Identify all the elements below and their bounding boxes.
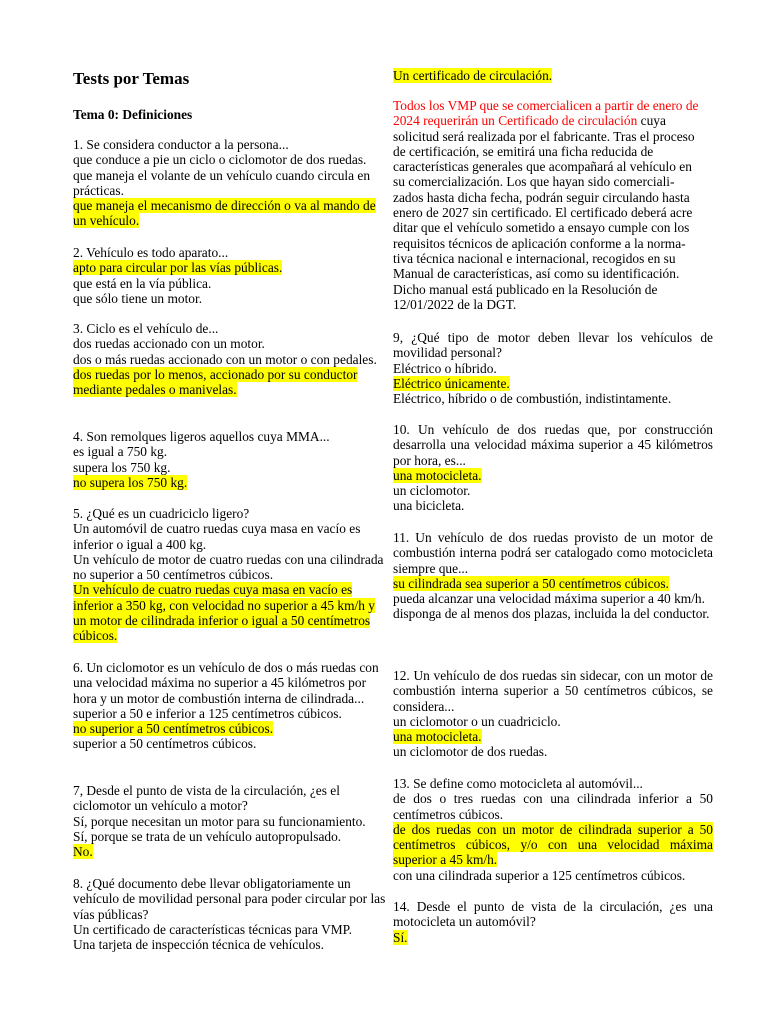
option-a: un ciclomotor o un cuadriciclo.	[393, 713, 561, 729]
option-b-correct: no superior a 50 centímetros cúbicos.	[73, 721, 274, 737]
note-line: requisitos técnicos de aplicación conforme a la norma-	[393, 235, 686, 251]
note-line: Manual de características, así como su identificación.	[393, 266, 680, 282]
option-c-correct: Un vehículo de cuatro ruedas cuya masa en vacío es inferior a 350 kg, con velocidad no superior a 45 km/h y un motor de cilindrada inferior o igual a 50 centímetros cúbicos.	[73, 582, 375, 644]
option-b: pueda alcanzar una velocidad máxima superior a 40 km/h.	[393, 591, 705, 607]
note-line: de certificación, se emitirá una ficha reducida de	[393, 143, 654, 159]
option-c-correct: Un certificado de circulación.	[393, 68, 553, 83]
question-text: 4. Son remolques ligeros aquellos cuya MMA...	[73, 429, 330, 444]
option-b: Una tarjeta de inspección técnica de vehículos.	[73, 937, 324, 953]
note-line: su comercialización. Los que hayan sido comerciali-	[393, 174, 675, 190]
question-4	[73, 429, 389, 490]
option-b: que está en la vía pública.	[73, 275, 212, 291]
option-a-correct: una motocicleta.	[393, 467, 482, 483]
option-c-correct: No.	[73, 844, 93, 860]
question-text: 13. Se define como motocicleta al automóvil...	[393, 776, 643, 791]
note-line: 12/01/2022 de la DGT.	[393, 296, 517, 312]
question-text: 7, Desde el punto de vista de la circulación, ¿es el ciclomotor un vehículo a motor?	[73, 783, 340, 814]
option-a: es igual a 750 kg.	[73, 444, 168, 460]
option-a: Un certificado de características técnicas para VMP.	[73, 921, 352, 937]
question-9	[393, 330, 713, 406]
question-text: 6. Un ciclomotor es un vehículo de dos o más ruedas con una velocidad máxima no superior a 45 kilómetros por hora y un motor de combustión interna de cilindrada...	[73, 660, 379, 706]
option-a-correct: Sí.	[393, 929, 408, 945]
question-3	[73, 321, 389, 397]
question-text: 8. ¿Qué documento debe llevar obligatoriamente un vehículo de movilidad personal para poder circular por las vías públicas?	[73, 876, 386, 922]
question-14	[393, 899, 713, 945]
question-6	[73, 660, 389, 752]
option-a: superior a 50 e inferior a 125 centímetros cúbicos.	[73, 705, 342, 721]
option-a: Eléctrico o híbrido.	[393, 360, 497, 376]
section-title: Tema 0: Definiciones	[73, 107, 193, 122]
option-a: de dos o tres ruedas con una cilindrada inferior a 50 centímetros cúbicos.	[393, 791, 713, 822]
option-b-correct: una motocicleta.	[393, 729, 482, 745]
option-a: que conduce a pie un ciclo o ciclomotor de dos ruedas.	[73, 152, 367, 168]
note-line: solicitud será realizada por el fabricante. Tras el proceso	[393, 128, 695, 144]
option-b: Un vehículo de motor de cuatro ruedas con una cilindrada no superior a 50 centímetros cúbicos.	[73, 551, 384, 583]
note-line: tiva técnica nacional e internacional, recogidos en su	[393, 250, 676, 266]
option-c-correct: dos ruedas por lo menos, accionado por su conductor mediante pedales o manivelas.	[73, 366, 358, 398]
option-b: un ciclomotor.	[393, 483, 471, 499]
note-red-text: Todos los VMP que se comercialicen a partir de enero de 2024 requerirán un Certificado de circulación	[393, 98, 699, 129]
option-a-correct: su cilindrada sea superior a 50 centímetros cúbicos.	[393, 575, 669, 591]
note-line: Dicho manual está publicado en la Resolución de	[393, 281, 658, 297]
question-11	[393, 530, 713, 622]
question-text: 1. Se considera conductor a la persona...	[73, 137, 289, 152]
option-c: Eléctrico, híbrido o de combustión, indistintamente.	[393, 391, 672, 407]
question-13	[393, 776, 713, 883]
note-line: ditar que el vehículo sometido a ensayo cumple con los	[393, 220, 690, 236]
question-text: 14. Desde el punto de vista de la circulación, ¿es una motocicleta un automóvil?	[393, 899, 713, 930]
question-8	[73, 876, 389, 952]
option-c-correct: que maneja el mecanismo de dirección o va al mando de un vehículo.	[73, 198, 376, 229]
note-line: zados hasta dicha fecha, podrán seguir circulando hasta	[393, 189, 690, 205]
note-line: enero de 2027 sin certificado. El certificado deberá acre	[393, 205, 693, 221]
note-first-lines: Todos los VMP que se comercialicen a partir de enero de 2024 requerirán un Certificado de circulación cuya	[393, 98, 699, 129]
question-text: 5. ¿Qué es un cuadriciclo ligero?	[73, 506, 250, 521]
option-a-correct: apto para circular por las vías públicas.	[73, 260, 283, 276]
option-c: con una cilindrada superior a 125 centímetros cúbicos.	[393, 867, 686, 883]
question-2	[73, 245, 389, 306]
question-text: 12. Un vehículo de dos ruedas sin sidecar, con un motor de combustión interna superior a 50 centímetros cúbicos, se considera...	[393, 668, 713, 714]
question-8-continued	[393, 68, 713, 83]
option-c: un ciclomotor de dos ruedas.	[393, 744, 548, 760]
option-b: Sí, porque se trata de un vehículo autopropulsado.	[73, 828, 342, 844]
vmp-note	[393, 98, 713, 312]
question-10	[393, 422, 713, 514]
option-b: dos o más ruedas accionado con un motor o con pedales.	[73, 351, 377, 367]
option-a: Sí, porque necesitan un motor para su funcionamiento.	[73, 813, 366, 829]
question-7	[73, 783, 389, 859]
option-c: que sólo tiene un motor.	[73, 290, 203, 306]
question-5	[73, 506, 389, 644]
option-c-correct: no supera los 750 kg.	[73, 474, 188, 490]
option-c: superior a 50 centímetros cúbicos.	[73, 736, 257, 752]
option-b-correct: de dos ruedas con un motor de cilindrada superior a 50 centímetros cúbicos, y/o con una velocidad máxima superior a 45 km/h.	[393, 821, 713, 868]
option-a: dos ruedas accionado con un motor.	[73, 336, 265, 352]
option-b: que maneja el volante de un vehículo cuando circula en prácticas.	[73, 167, 371, 198]
option-a: Un automóvil de cuatro ruedas cuya masa en vacío es inferior o igual a 400 kg.	[73, 521, 361, 552]
option-b: supera los 750 kg.	[73, 459, 171, 475]
question-text: 11. Un vehículo de dos ruedas provisto de un motor de combustión interna podrá ser catalogado como motocicleta siempre que...	[393, 530, 713, 576]
question-text: 9, ¿Qué tipo de motor deben llevar los vehículos de movilidad personal?	[393, 330, 713, 361]
option-b-correct: Eléctrico únicamente.	[393, 375, 510, 391]
note-line: características generales que acompañará al vehículo en	[393, 159, 692, 175]
option-c: una bicicleta.	[393, 498, 465, 514]
page-title: Tests por Temas	[73, 69, 190, 88]
question-1	[73, 137, 389, 229]
question-12	[393, 668, 713, 760]
question-text: 2. Vehículo es todo aparato...	[73, 245, 229, 260]
question-text: 10. Un vehículo de dos ruedas que, por construcción desarrolla una velocidad máxima superior a 45 kilómetros por hora, es...	[393, 422, 713, 468]
option-c: disponga de al menos dos plazas, incluida la del conductor.	[393, 606, 710, 622]
question-text: 3. Ciclo es el vehículo de...	[73, 321, 219, 336]
